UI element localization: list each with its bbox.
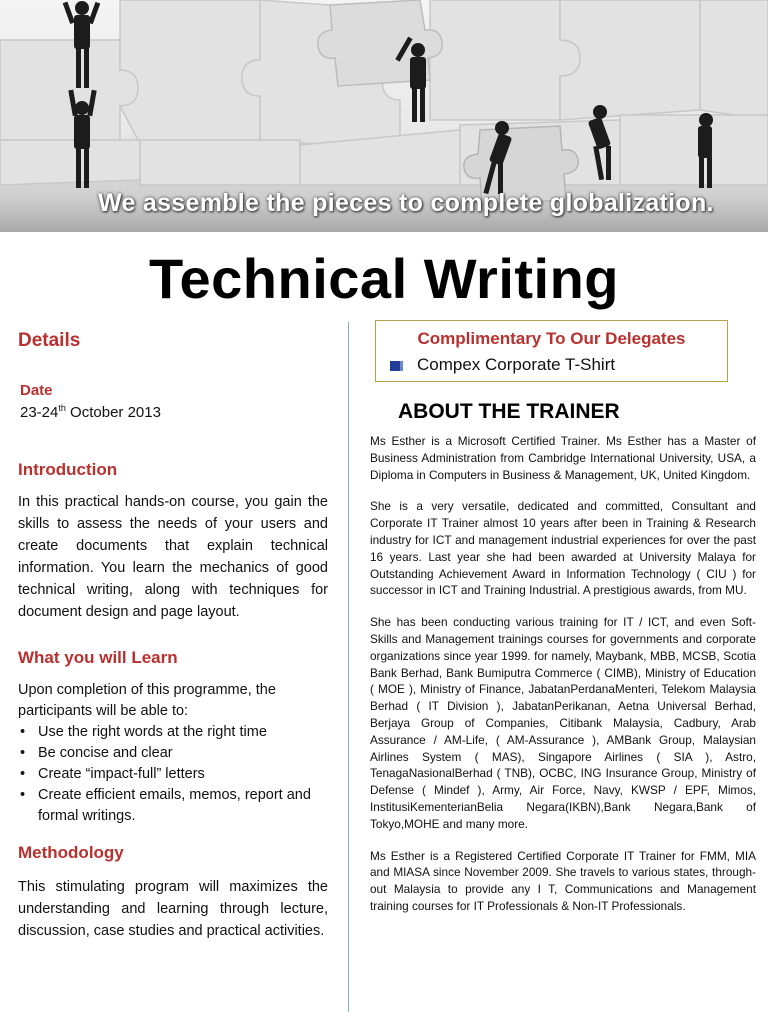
trainer-heading: ABOUT THE TRAINER (398, 400, 620, 423)
square-bullet-icon (390, 361, 403, 371)
introduction-heading: Introduction (18, 460, 118, 479)
trainer-paragraph: She is a very versatile, dedicated and committed, Consultant and Corporate IT Trainer almost 10 years after been in Training & Research industry for ICT and management industrial experiences for over the past 16 years. Last year she had been awarded at University Malaya for Outstanding Achievement Award in Information Technology ( CIU ) for successor in ICT and Training Industrial. A prestigious awards, from MU. (370, 499, 756, 598)
learn-section (18, 680, 338, 827)
complimentary-heading: Complimentary To Our Delegates (417, 329, 686, 348)
complimentary-item-label: Compex Corporate T-Shirt (417, 355, 616, 374)
list-item: • Create “impact-full” letters (18, 764, 338, 785)
list-item: • Be concise and clear (18, 743, 338, 764)
complimentary-item (390, 355, 615, 375)
details-heading: Details (18, 330, 81, 351)
date-value: 23-24th October 2013 (20, 403, 161, 421)
header-banner (0, 0, 768, 232)
methodology-text: This stimulating program will maximizes the understanding and learning through lecture, discussion, case studies and practical activities. (18, 879, 328, 939)
column-divider (348, 322, 349, 1012)
list-item: • Create efficient emails, memos, report and formal writings. (18, 785, 338, 827)
learn-heading: What you will Learn (18, 648, 178, 667)
date-ordinal: th (58, 403, 66, 413)
learn-intro: Upon completion of this programme, the participants will be able to: (18, 682, 276, 719)
page-title: Technical Writing (148, 247, 620, 310)
list-item: • Use the right words at the right time (18, 722, 338, 743)
complimentary-box (375, 320, 728, 382)
date-label: Date (20, 382, 53, 399)
trainer-paragraph: Ms Esther is a Registered Certified Corporate IT Trainer for FMM, MIA and MIASA since November 2009. She travels to various states, through-out Malaysia to provide any I T, Communications and Management training courses for IT Professionals & Non-IT Professionals. (370, 848, 756, 913)
learn-list (18, 722, 338, 827)
trainer-paragraph: She has been conducting various training for IT / ICT, and even Soft- Skills and Management trainings courses for governments and corporate organizations since year 1999. for namely, Maybank, MBB, MCSB, Scotia Bank Berhad, Bank Bumiputra Commerce ( CIMB), Ministry of Education ( MOE ), Ministry of Finance, JabatanPerdanaMenteri, Telekom Malaysia Berhad ( IT Division ), JabatanPerikanan, Aetna Universal Berhad, Berjaya Group of Companies, Citibank Malaysia, Cadbury, Arab Assurance / AM-Life, ( AM-Assurance ), AMBank Group, Malaysian Airlines System ( MAS), Singapore Airlines ( SIA ), Astro, TenagaNasionalBerhad ( TNB), OCBC, ING Insurance Group, Ministry of Defense ( Mindef ), Army, Air Force, Navy, KWSP / EPF, Mimos, InstitusiKementerianBelia Negara(IKBN),Bank Negara,Bank of Tokyo,MOHE and many more. (370, 615, 756, 831)
methodology-heading: Methodology (18, 843, 124, 862)
banner-tagline: We assemble the pieces to complete globalization. (98, 189, 714, 217)
trainer-paragraph: Ms Esther is a Microsoft Certified Trainer. Ms Esther has a Master of Business Administration from Cambridge International University, USA, a Diploma in Computers in Business & Management, UK, United Kingdom. (370, 434, 756, 482)
introduction-text: In this practical hands-on course, you gain the skills to assess the needs of your users and create documents that explain technical information. You learn the mechanics of good technical writing, along with techniques for document design and page layout. (18, 494, 328, 620)
trainer-bio (370, 433, 756, 930)
